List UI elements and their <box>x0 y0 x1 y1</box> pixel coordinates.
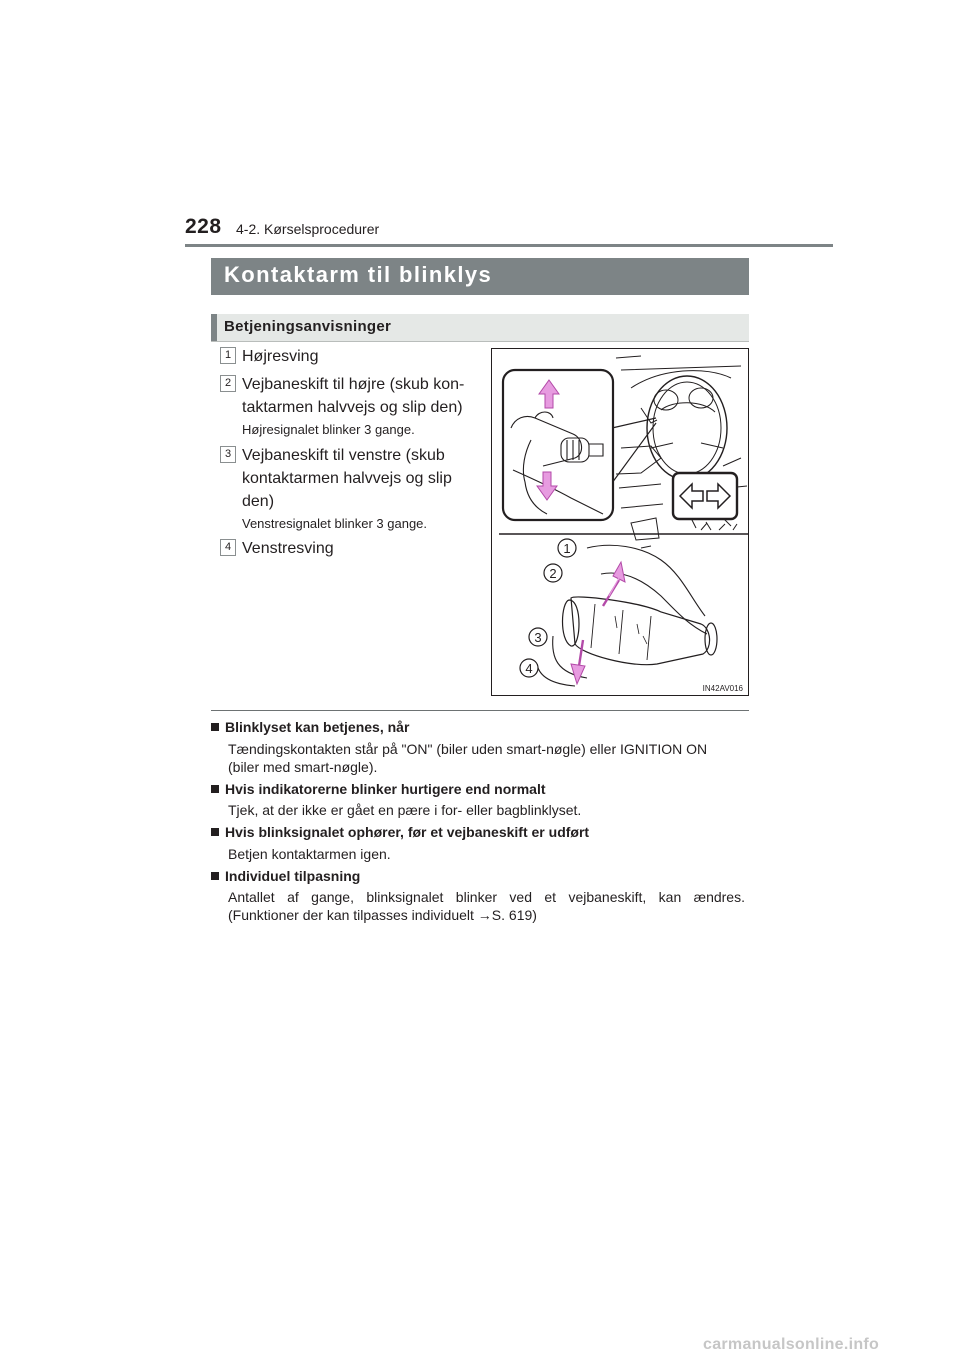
note-3-line1: Betjen kontaktarmen igen. <box>228 846 391 862</box>
item-2-text-line1: Vejbaneskift til højre (skub kon- <box>242 376 465 393</box>
note-4-line2: (Funktioner der kan tilpasses individuelt →S. 619) <box>228 907 537 923</box>
square-bullet-icon <box>211 723 219 731</box>
note-3-heading-text: Hvis blinksignalet ophører, før et vejbaneskift er udført <box>225 824 590 840</box>
item-2-text-line2: taktarmen halvvejs og slip den) <box>242 399 463 416</box>
item-3-text-line1: Vejbaneskift til venstre (skub <box>242 447 445 464</box>
item-1-text: Højresving <box>242 348 319 365</box>
page-number: 228 <box>185 215 222 238</box>
note-2-line1: Tjek, at der ikke er gået en pære i for- eller bagblinklyset. <box>228 802 582 818</box>
subsection-title: Betjeningsanvisninger <box>224 318 392 335</box>
item-number-3: 3 <box>220 446 236 463</box>
item-3-text-line3: den) <box>242 493 275 510</box>
callout-1: 1 <box>563 541 571 556</box>
header-divider <box>185 244 833 247</box>
note-1-line2: (biler med smart-nøgle). <box>228 759 378 775</box>
square-bullet-icon <box>211 785 219 793</box>
section-reference: 4-2. Kørselsprocedurer <box>236 221 380 237</box>
note-1-heading <box>211 719 409 735</box>
illustration-svg <box>491 348 749 696</box>
notes-divider <box>211 710 749 711</box>
item-3-note: Venstresignalet blinker 3 gange. <box>242 516 428 531</box>
note-1-heading-text: Blinklyset kan betjenes, når <box>225 719 410 735</box>
note-2-heading-text: Hvis indikatorerne blinker hurtigere end normalt <box>225 781 546 797</box>
note-3-heading <box>211 824 589 840</box>
note-4-line1: Antallet af gange, blinksignalet blinker ved et vejbaneskift, kan ændres. <box>228 889 745 905</box>
subsection-accent <box>211 314 217 341</box>
section-title: Kontaktarm til blinklys <box>224 262 493 287</box>
item-number-1: 1 <box>220 347 236 364</box>
callout-3: 3 <box>534 630 542 645</box>
note-2-heading <box>211 781 546 797</box>
item-4-text: Venstresving <box>242 540 334 557</box>
figure-code: IN42AV016 <box>702 684 743 693</box>
item-3-text-line2: kontaktarmen halvvejs og slip <box>242 470 452 487</box>
footer-watermark[interactable]: carmanualsonline.info <box>703 1336 880 1353</box>
square-bullet-icon <box>211 828 219 836</box>
callout-2: 2 <box>549 566 557 581</box>
item-number-2: 2 <box>220 375 236 392</box>
turn-signal-lever-illustration <box>491 348 749 696</box>
note-4-heading-text: Individuel tilpasning <box>225 868 361 884</box>
note-4-heading <box>211 868 360 884</box>
note-1-line1: Tændingskontakten står på "ON" (biler uden smart-nøgle) eller IGNITION ON <box>228 741 708 757</box>
callout-4: 4 <box>525 661 533 676</box>
turn-signal-arrows-icon <box>673 473 737 519</box>
square-bullet-icon <box>211 872 219 880</box>
item-2-note: Højresignalet blinker 3 gange. <box>242 422 415 437</box>
item-number-4: 4 <box>220 539 236 556</box>
